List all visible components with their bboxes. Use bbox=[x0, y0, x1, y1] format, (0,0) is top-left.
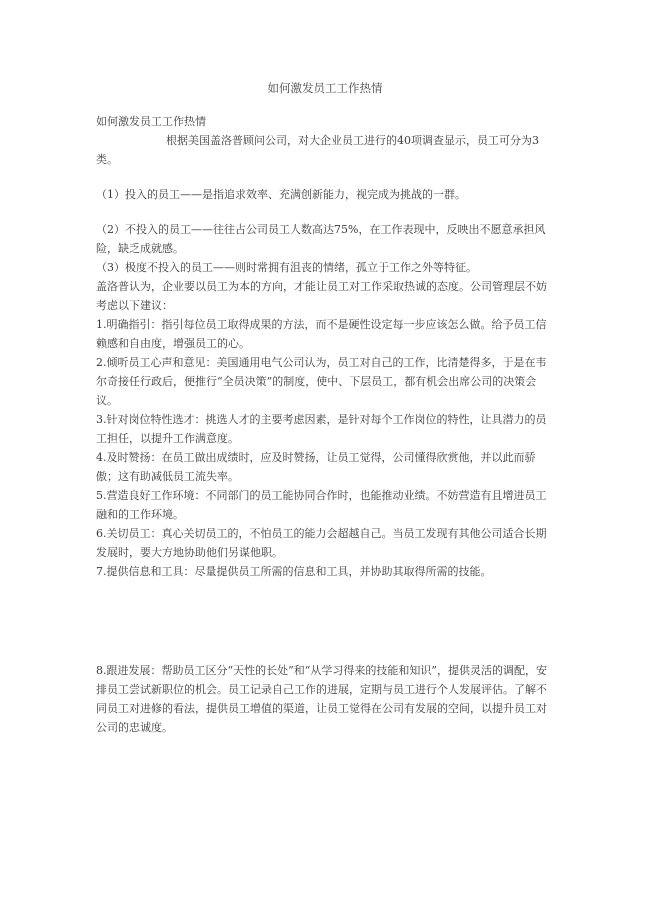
suggestion-2: 2.倾听员工心声和意见：美国通用电气公司认为，员工对自己的工作，比清楚得多，于是在韦尔奇接任行政后，便推行“全员决策”的制度，使中、下层员工，都有机会出席公司的决策会议。 bbox=[96, 356, 547, 407]
section-heading: 如何激发员工工作热情 bbox=[96, 115, 206, 128]
suggestion-8: 8.跟进发展：帮助员工区分“天性的长处”和“从学习得来的技能和知识”，提供灵活的调配，安排员工尝试新职位的机会。员工记录自己工作的进展，定期与员工进行个人发展评估。了解不同员工对进修的看法，提供员工增值的渠道，让员工觉得在公司有发展的空间，以提升员工对公司的忠诚度。 bbox=[96, 664, 547, 734]
suggestion-4: 4.及时赞扬：在员工做出成绩时，应及时赞扬，让员工觉得，公司懂得欣赏他，并以此而骄傲；这有助减低员工流失率。 bbox=[96, 451, 536, 483]
intro-paragraph: 根据美国盖洛普顾问公司，对大企业员工进行的40项调查显示，员工可分为3类。 bbox=[96, 134, 539, 166]
employee-type-2: （2）不投入的员工——往往占公司员工人数高达75%，在工作表现中，反映出不愿意承担风险，缺乏成就感。 bbox=[96, 223, 546, 255]
suggestion-6: 6.关切员工：真心关切员工的，不怕员工的能力会超越自己。当员工发现有其他公司适合长期发展时，要大方地协助他们另谋他职。 bbox=[96, 527, 547, 559]
suggestion-5: 5.营造良好工作环境：不同部门的员工能协同合作时，也能推动业绩。不妨营造有且增进员工融和的工作环境。 bbox=[96, 489, 547, 521]
suggestion-3: 3.针对岗位特性选才：挑选人才的主要考虑因素，是针对每个工作岗位的特性，让具潜力的员工担任，以提升工作满意度。 bbox=[96, 413, 547, 445]
suggestion-1: 1.明确指引：指引每位员工取得成果的方法，而不是硬性设定每一步应该怎么做。给予员工信赖感和自由度，增强员工的心。 bbox=[96, 318, 547, 350]
advice-intro-paragraph: 盖洛普认为，企业要以员工为本的方向，才能让员工对工作采取热诚的态度。公司管理层不妨考虑以下建议： bbox=[96, 280, 547, 312]
employee-type-1: （1）投入的员工——是指追求效率、充满创新能力，视完成为挑战的一群。 bbox=[96, 188, 466, 201]
document-body bbox=[96, 112, 556, 737]
employee-type-3: （3）极度不投入的员工——则时常拥有沮丧的情绪，孤立于工作之外等特征。 bbox=[96, 261, 477, 274]
suggestion-7: 7.提供信息和工具：尽量提供员工所需的信息和工具，并协助其取得所需的技能。 bbox=[96, 565, 492, 578]
document-title: 如何激发员工工作热情 bbox=[267, 81, 383, 95]
